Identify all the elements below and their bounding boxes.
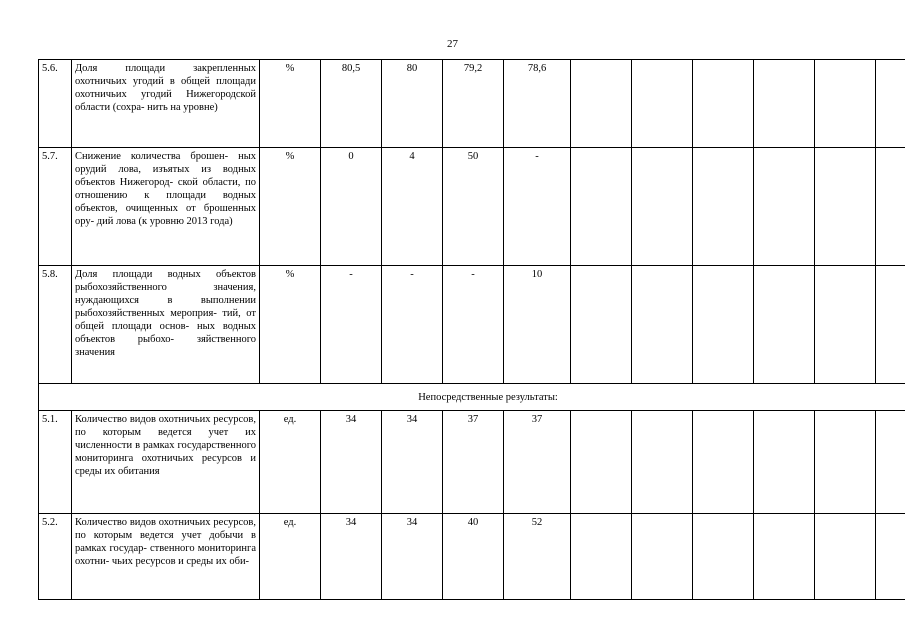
- empty-cell: [815, 266, 876, 384]
- value-cell: 34: [321, 411, 382, 514]
- description-line: Снижение количества брошен-: [75, 151, 229, 162]
- value-cell: 52: [504, 514, 571, 600]
- value-cell: 0: [321, 148, 382, 266]
- empty-cell: [693, 148, 754, 266]
- row-number: 5.6.: [39, 60, 72, 148]
- unit-cell: %: [260, 60, 321, 148]
- description-line: охотничьих угодий в общей: [75, 76, 210, 87]
- empty-cell: [632, 514, 693, 600]
- page-number: 27: [447, 38, 458, 50]
- description-line: нуждающихся в выполнении: [75, 295, 256, 306]
- description-line: ных орудий лова, изъятых из: [75, 151, 257, 175]
- description-line: учет их численности в рамках: [75, 427, 257, 451]
- value-cell: 10: [504, 266, 571, 384]
- description-line: чьих ресурсов и среды их оби-: [111, 556, 250, 567]
- section-row: [39, 384, 905, 411]
- indicator-description: [72, 60, 260, 148]
- value-cell: 37: [443, 411, 504, 514]
- empty-cell: [632, 266, 693, 384]
- value-cell: 80: [382, 60, 443, 148]
- description-line: очищенных от брошенных ору-: [75, 203, 256, 227]
- description-line: Доля площади закрепленных: [75, 63, 256, 74]
- value-cell: 34: [382, 411, 443, 514]
- description-line: ресурсов, по которым ведется: [75, 517, 256, 541]
- value-cell: -: [504, 148, 571, 266]
- description-line: дий лова (к уровню 2013 года): [96, 216, 233, 227]
- empty-cell: [876, 411, 905, 514]
- row-number: 5.7.: [39, 148, 72, 266]
- value-cell: -: [321, 266, 382, 384]
- empty-cell: [815, 148, 876, 266]
- empty-cell: [693, 411, 754, 514]
- value-cell: 4: [382, 148, 443, 266]
- indicator-description: [72, 148, 260, 266]
- empty-cell: [876, 266, 905, 384]
- section-heading: Непосредственные результаты:: [39, 384, 905, 411]
- description-line: учет добычи в рамках государ-: [75, 530, 256, 554]
- empty-cell: [876, 60, 905, 148]
- description-line: обитания: [117, 466, 160, 477]
- indicator-description: [72, 514, 260, 600]
- empty-cell: [815, 411, 876, 514]
- empty-cell: [571, 148, 632, 266]
- empty-cell: [632, 411, 693, 514]
- description-line: ресурсов, по которым ведется: [75, 414, 256, 438]
- indicators-table: [38, 59, 905, 600]
- value-cell: -: [382, 266, 443, 384]
- value-cell: 34: [321, 514, 382, 600]
- value-cell: 78,6: [504, 60, 571, 148]
- unit-cell: ед.: [260, 411, 321, 514]
- value-cell: 79,2: [443, 60, 504, 148]
- description-line: площади охотничьих угодий: [75, 76, 256, 100]
- description-line: рыбохозяйственных мероприя-: [75, 308, 217, 319]
- indicator-description: [72, 411, 260, 514]
- row-number: 5.1.: [39, 411, 72, 514]
- empty-cell: [815, 60, 876, 148]
- description-line: государственного мониторинга: [75, 440, 256, 464]
- empty-cell: [571, 514, 632, 600]
- description-line: тий, от общей площади основ-: [75, 308, 256, 332]
- description-line: Количество видов охотничьих: [75, 517, 211, 528]
- empty-cell: [754, 411, 815, 514]
- empty-cell: [754, 514, 815, 600]
- table-row: [39, 266, 905, 384]
- description-line: ственного мониторинга охотни-: [75, 543, 256, 567]
- table-row: [39, 514, 905, 600]
- description-line: рыбохозяйственного значения,: [75, 282, 256, 293]
- description-line: нить на уровне): [147, 102, 218, 113]
- empty-cell: [754, 148, 815, 266]
- empty-cell: [571, 411, 632, 514]
- empty-cell: [876, 514, 905, 600]
- empty-cell: [876, 148, 905, 266]
- description-line: Количество видов охотничьих: [75, 414, 211, 425]
- description-line: ской области, по отношению к: [75, 177, 256, 201]
- value-cell: 37: [504, 411, 571, 514]
- description-line: Доля площади водных объектов: [75, 269, 256, 280]
- empty-cell: [632, 148, 693, 266]
- empty-cell: [571, 60, 632, 148]
- empty-cell: [571, 266, 632, 384]
- unit-cell: %: [260, 148, 321, 266]
- empty-cell: [693, 266, 754, 384]
- empty-cell: [693, 60, 754, 148]
- description-line: ных водных объектов рыбохо-: [75, 321, 256, 345]
- table-row: [39, 411, 905, 514]
- empty-cell: [693, 514, 754, 600]
- table-row: [39, 148, 905, 266]
- unit-cell: ед.: [260, 514, 321, 600]
- row-number: 5.2.: [39, 514, 72, 600]
- empty-cell: [632, 60, 693, 148]
- description-line: водных объектов Нижегород-: [75, 164, 256, 188]
- description-line: площади водных объектов,: [75, 190, 256, 214]
- empty-cell: [815, 514, 876, 600]
- description-line: охотничьих ресурсов и среды их: [75, 453, 256, 477]
- indicator-description: [72, 266, 260, 384]
- table-row: [39, 60, 905, 148]
- value-cell: 40: [443, 514, 504, 600]
- row-number: 5.8.: [39, 266, 72, 384]
- value-cell: 34: [382, 514, 443, 600]
- empty-cell: [754, 60, 815, 148]
- empty-cell: [754, 266, 815, 384]
- value-cell: 80,5: [321, 60, 382, 148]
- description-line: Нижегородской области (сохра-: [75, 89, 256, 113]
- unit-cell: %: [260, 266, 321, 384]
- value-cell: -: [443, 266, 504, 384]
- value-cell: 50: [443, 148, 504, 266]
- description-line: зяйственного значения: [75, 334, 256, 358]
